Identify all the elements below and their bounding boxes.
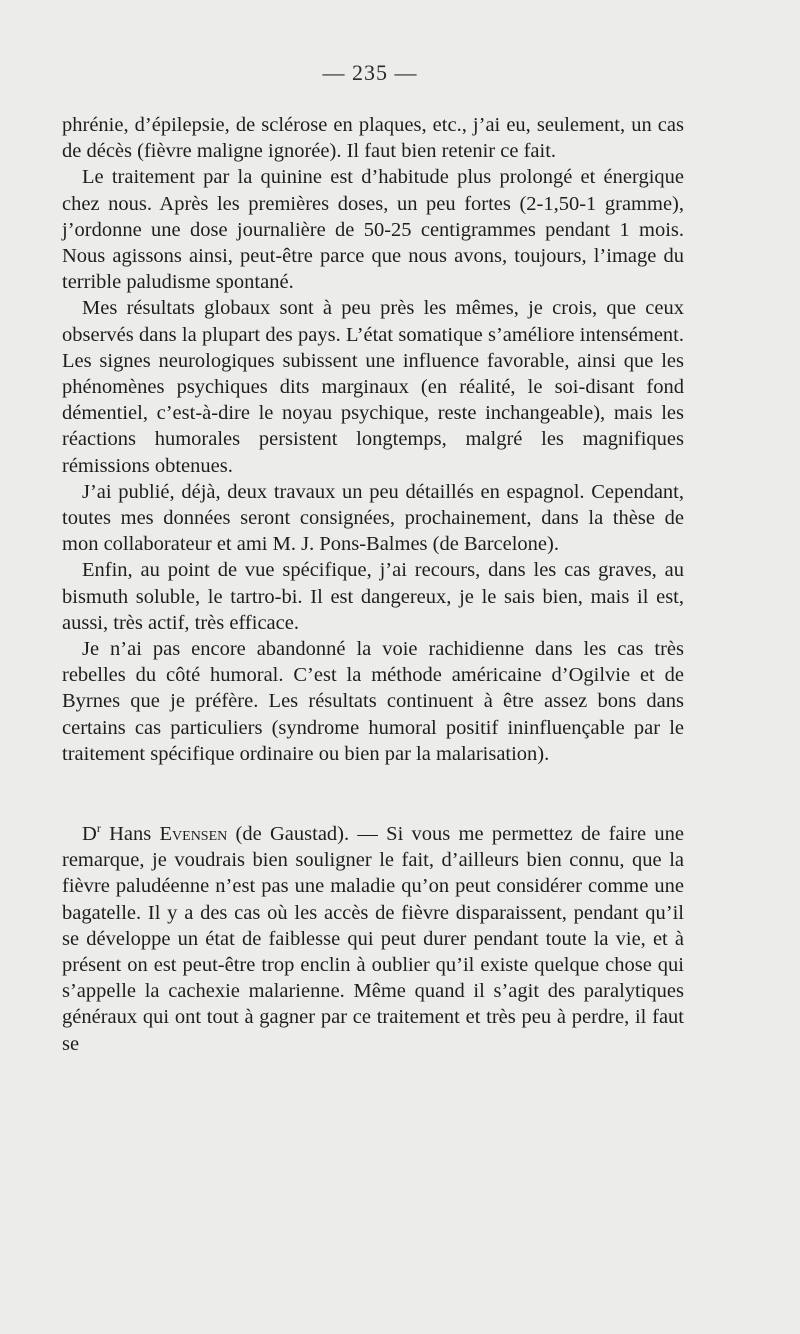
speaker-first-name: Hans [109,822,152,845]
speaker-surname: Evensen [159,822,228,845]
paragraph: phrénie, d’épilepsie, de sclérose en plaques, etc., j’ai eu, seulement, un cas de décès (fièvre maligne ignorée). Il faut bien retenir ce fait. [62,114,684,163]
paragraph: Mes résultats globaux sont à peu près les mêmes, je crois, que ceux observés dans la plupart des pays. L’état somatique s’améliore intensément. Les signes neurologiques subissent une influence favorable, ainsi que les phénomènes psychiques dits marginaux (en réalité, le soi-disant fond démentiel, c’est-à-dire le noyau psychique, reste inchangeable), mais les réactions humorales persistent longtemps, malgré les magnifiques rémissions obtenues. [62,297,684,477]
speaker-affiliation: (de Gaustad). [235,822,350,845]
paragraph: Enfin, au point de vue spécifique, j’ai recours, dans les cas graves, au bismuth soluble, le tartro-bi. Il est dangereux, je le sais bien, mais il est, aussi, très actif, très efficace. [62,559,684,634]
speaker-title: $D^r$ [82,821,101,845]
section-gap [62,767,684,815]
speaker-paragraph [62,815,684,1057]
body-text [62,112,684,1057]
page-number: — 235 — [322,60,418,85]
paragraph: J’ai publié, déjà, deux travaux un peu détaillés en espagnol. Cependant, toutes mes données seront consignées, prochainement, dans la thèse de mon collaborateur et ami M. J. Pons-Balmes (de Barcelone). [62,480,684,556]
paragraph: Le traitement par la quinine est d’habitude plus prolongé et énergique chez nous. Après les premières doses, un peu fortes (2-1,50-1 gramme), j’ordonne une dose journalière de 50-25 centigrammes pendant 1 mois. Nous agissons ainsi, peut-être parce que nous avons, toujours, l’image du terrible paludisme spontané. [62,166,684,294]
paragraph: Je n’ai pas encore abandonné la voie rachidienne dans les cas très rebelles du côté humoral. C’est la méthode américaine d’Ogilvie et de Byrnes que je préfère. Les résultats continuent à être assez bons dans certains cas particuliers (syndrome humoral positif ininfluençable par le traitement spécifique ordinaire ou bien par la malarisation). [62,638,684,765]
speaker-text: — Si vous me permettez de faire une remarque, je voudrais bien souligner le fait, d’ailleurs bien connu, que la fièvre paludéenne n’est pas une maladie qu’on peut considérer comme une bagatelle. Il y a des cas où les accès de fièvre disparaissent, pendant qu’il se développe un état de faiblesse qui peut durer pendant toute la vie, et à présent on est peut-être trop enclin à oublier qu’il existe quelque chose qui s’appelle la cachexie malarienne. Même quand il s’agit des paralytiques généraux qui ont tout à gagner par ce traitement et très peu à perdre, il faut se [62,822,685,1055]
